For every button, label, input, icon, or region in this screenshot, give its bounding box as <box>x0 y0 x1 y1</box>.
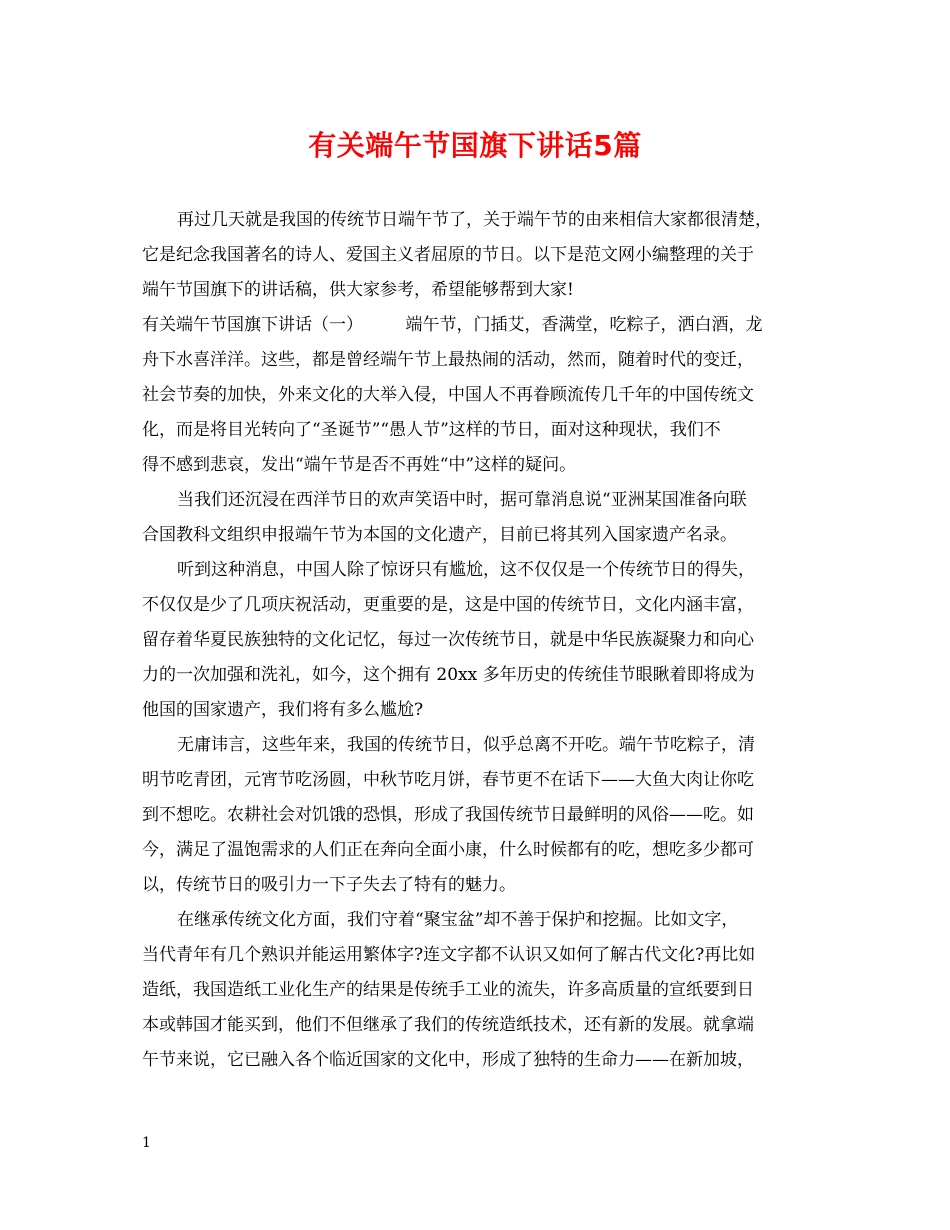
paragraph-line: 无庸讳言，这些年来，我国的传统节日，似乎总离不开吃。端午节吃粽子，清 <box>177 735 755 755</box>
paragraph-line: 力的一次加强和洗礼，如今，这个拥有 20xx 多年历史的传统佳节眼瞅着即将成为 <box>142 665 755 685</box>
paragraph-line: 当代青年有几个熟识并能运用繁体字?连文字都不认识又如何了解古代文化?再比如 <box>142 945 756 965</box>
paragraph-line: 社会节奏的加快，外来文化的大举入侵，中国人不再眷顾流传几千年的中国传统文 <box>142 385 754 405</box>
paragraph-line: 以，传统节日的吸引力一下子失去了特有的魅力。 <box>142 875 516 895</box>
paragraph-line: 他国的国家遗产，我们将有多么尴尬? <box>142 700 424 720</box>
paragraph-line: 当我们还沉浸在西洋节日的欢声笑语中时，据可靠消息说“亚洲某国准备向联 <box>177 490 747 510</box>
paragraph-line: 午节来说，它已融入各个临近国家的文化中，形成了独特的生命力——在新加坡， <box>142 1050 754 1070</box>
paragraph-line: 合国教科文组织申报端午节为本国的文化遗产，目前已将其列入国家遗产名录。 <box>142 525 737 545</box>
paragraph-line: 本或韩国才能买到，他们不但继承了我们的传统造纸技术，还有新的发展。就拿端 <box>142 1015 754 1035</box>
paragraph-line: 今，满足了温饱需求的人们正在奔向全面小康，什么时候都有的吃，想吃多少都可 <box>142 840 754 860</box>
paragraph-line: 造纸，我国造纸工业化生产的结果是传统手工业的流失，许多高质量的宣纸要到日 <box>142 980 754 1000</box>
paragraph-line: 听到这种消息，中国人除了惊讶只有尴尬，这不仅仅是一个传统节日的得失， <box>177 560 755 580</box>
paragraph-line: 得不感到悲哀，发出“端午节是否不再姓“中”这样的疑问。 <box>142 455 577 475</box>
page-number: 1 <box>142 1135 151 1151</box>
paragraph-line: 端午节国旗下的讲话稿，供大家参考，希望能够帮到大家! <box>142 280 574 300</box>
paragraph-line: 再过几天就是我国的传统节日端午节了，关于端午节的由来相信大家都很清楚， <box>177 210 772 230</box>
paragraph-line: 明节吃青团，元宵节吃汤圆，中秋节吃月饼，春节更不在话下——大鱼大肉让你吃 <box>142 770 754 790</box>
paragraph-line: 化，而是将目光转向了“圣诞节”“愚人节”这样的节日，面对这种现状，我们不 <box>142 420 721 440</box>
paragraph-line: 留存着华夏民族独特的文化记忆，每过一次传统节日，就是中华民族凝聚力和向心 <box>142 630 754 650</box>
paragraph-line: 舟下水喜洋洋。这些，都是曾经端午节上最热闹的活动，然而，随着时代的变迁， <box>142 350 754 370</box>
paragraph-line: 不仅仅是少了几项庆祝活动，更重要的是，这是中国的传统节日，文化内涵丰富， <box>142 595 754 615</box>
paragraph-line: 在继承传统文化方面，我们守着“聚宝盆”却不善于保护和挖掘。比如文字， <box>177 910 739 930</box>
document-title: 有关端午节国旗下讲话5篇 <box>308 129 642 162</box>
paragraph-line: 有关端午节国旗下讲话（一） 端午节，门插艾，香满堂，吃粽子，洒白酒，龙 <box>142 315 763 335</box>
paragraph-line: 到不想吃。农耕社会对饥饿的恐惧，形成了我国传统节日最鲜明的风俗——吃。如 <box>142 805 754 825</box>
paragraph-line: 它是纪念我国著名的诗人、爱国主义者屈原的节日。以下是范文网小编整理的关于 <box>142 245 754 265</box>
